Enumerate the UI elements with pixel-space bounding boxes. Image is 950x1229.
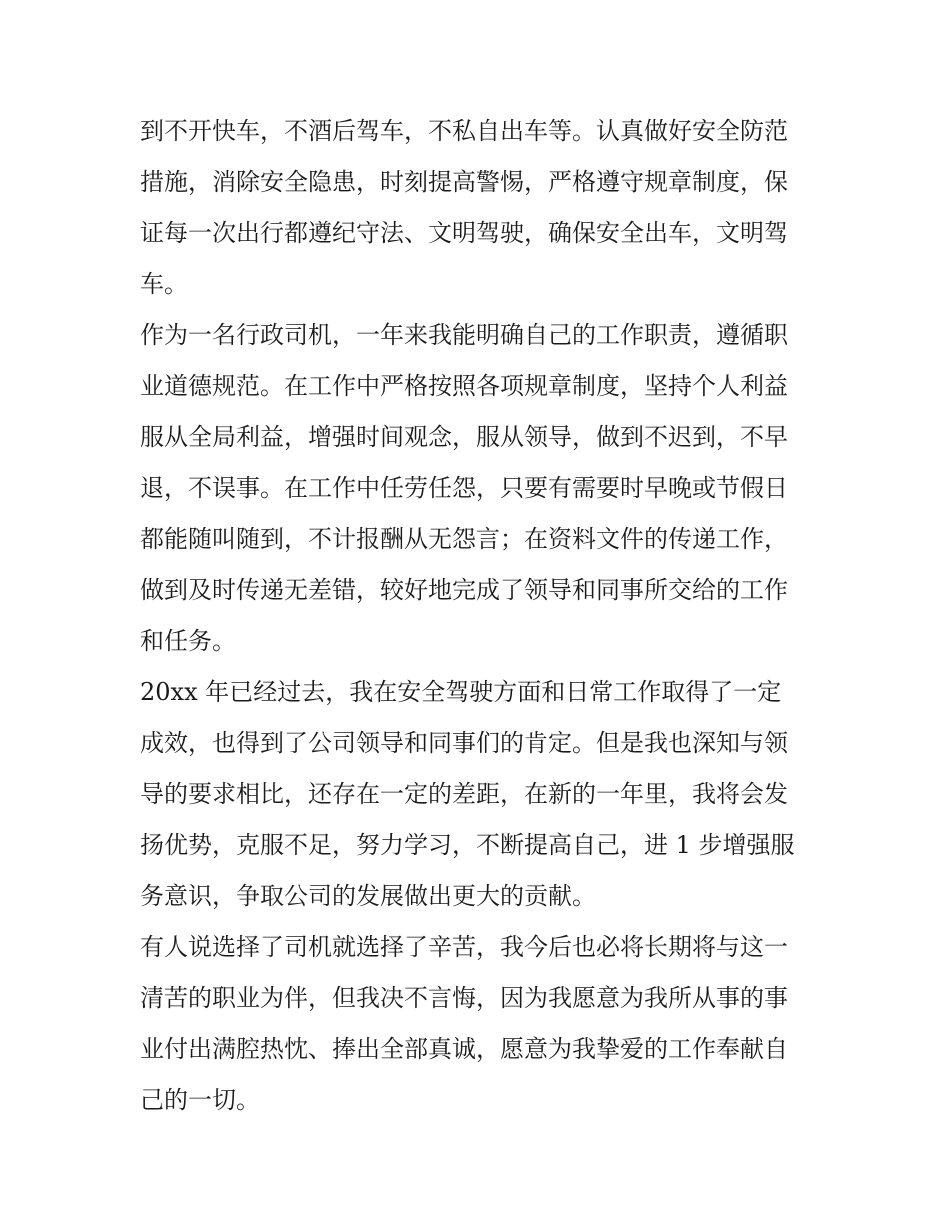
text-line: 退，不误事。在工作中任劳任怨，只要有需要时早晚或节假日 xyxy=(140,474,788,502)
document-body xyxy=(140,106,812,1126)
text-line: 清苦的职业为伴，但我决不言悔，因为我愿意为我所从事的事 xyxy=(140,984,788,1012)
text-line: 导的要求相比，还存在一定的差距，在新的一年里，我将会发 xyxy=(140,780,788,808)
text-line: 做到及时传递无差错，较好地完成了领导和同事所交给的工作 xyxy=(140,576,788,604)
text-line: 车。 xyxy=(140,270,188,298)
text-line: 都能随叫随到，不计报酬从无怨言；在资料文件的传递工作， xyxy=(140,525,788,553)
text-line: 成效，也得到了公司领导和同事们的肯定。但是我也深知与领 xyxy=(140,729,788,757)
text-line: 扬优势，克服不足，努力学习，不断提高自己，进 1 步增强服 xyxy=(140,831,795,859)
text-line: 务意识，争取公司的发展做出更大的贡献。 xyxy=(140,882,596,910)
text-line: 20xx 年已经过去，我在安全驾驶方面和日常工作取得了一定 xyxy=(140,678,782,706)
text-line: 己的一切。 xyxy=(140,1086,260,1114)
text-line: 措施，消除安全隐患，时刻提高警惕，严格遵守规章制度，保 xyxy=(140,168,788,196)
text-line: 到不开快车，不酒后驾车，不私自出车等。认真做好安全防范 xyxy=(140,117,788,145)
text-line: 作为一名行政司机，一年来我能明确自己的工作职责，遵循职 xyxy=(140,321,788,349)
text-line: 业道德规范。在工作中严格按照各项规章制度，坚持个人利益 xyxy=(140,372,788,400)
text-line: 证每一次出行都遵纪守法、文明驾驶，确保安全出车，文明驾 xyxy=(140,219,788,247)
text-line: 和任务。 xyxy=(140,627,236,655)
text-line: 业付出满腔热忱、捧出全部真诚，愿意为我挚爱的工作奉献自 xyxy=(140,1035,788,1063)
text-line: 有人说选择了司机就选择了辛苦，我今后也必将长期将与这一 xyxy=(140,933,788,961)
text-line: 服从全局利益，增强时间观念，服从领导，做到不迟到，不早 xyxy=(140,423,788,451)
